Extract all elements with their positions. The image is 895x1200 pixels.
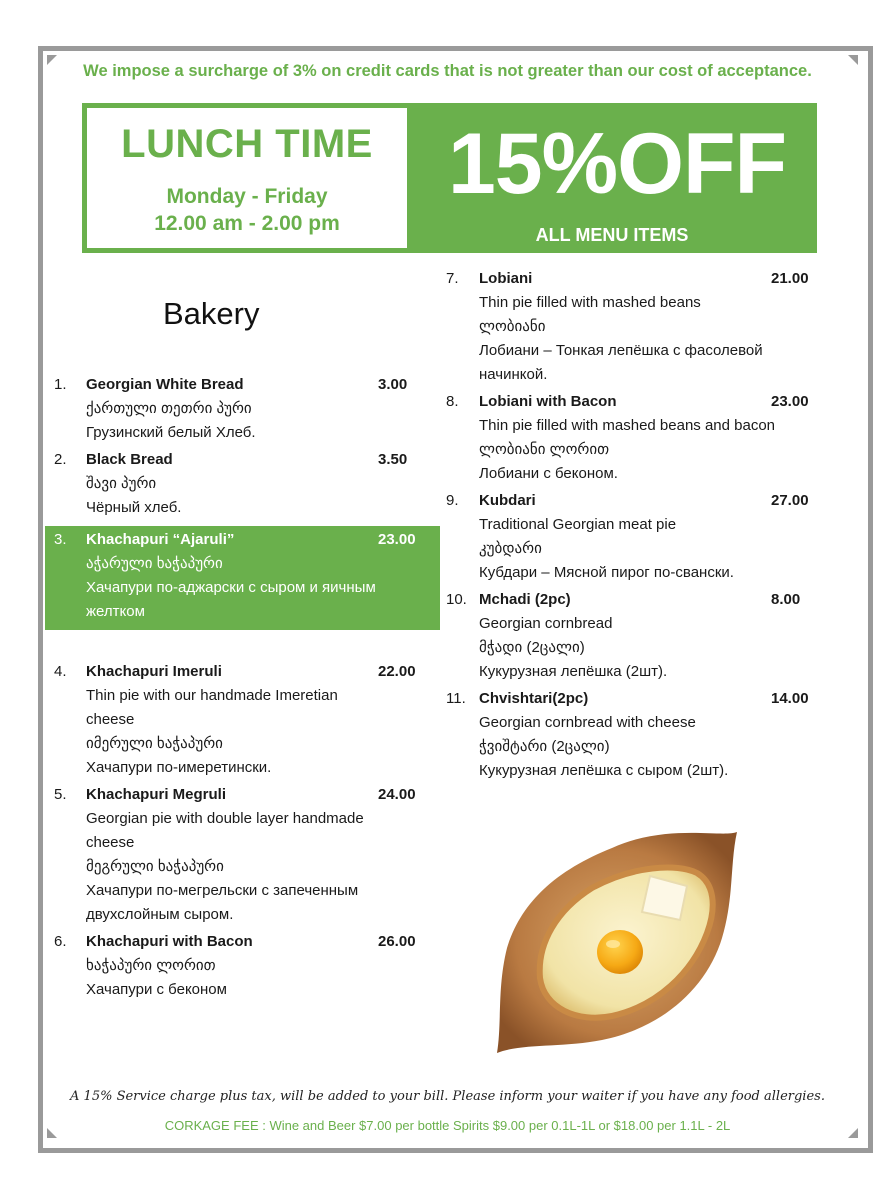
lunch-promo-banner (82, 103, 817, 253)
item-number: 2. (54, 451, 67, 468)
menu-item-5 (54, 783, 431, 927)
menu-item-1 (54, 373, 431, 445)
item-description: Thin pie with our handmade Imeretian cheese (86, 687, 338, 728)
item-georgian: ჭვიშტარი (2ცალი) (479, 738, 610, 755)
item-russian: Лобиани с беконом. (479, 465, 618, 482)
item-georgian: ხაჭაპური ლორით (86, 957, 216, 974)
menu-item-8 (446, 390, 834, 486)
item-number: 4. (54, 663, 67, 680)
item-georgian: ლობიანი (479, 318, 546, 335)
item-georgian: კუბდარი (479, 540, 542, 557)
lunch-time-box (87, 108, 407, 248)
menu-item-2 (54, 448, 431, 520)
item-description: Georgian cornbread (479, 615, 613, 632)
item-description: Georgian cornbread with cheese (479, 714, 696, 731)
item-name: Georgian White Bread (86, 376, 244, 393)
item-price: 23.00 (378, 531, 416, 548)
item-name: Kubdari (479, 492, 536, 509)
frame-top (38, 46, 873, 51)
item-price: 8.00 (771, 591, 801, 608)
discount-scope: ALL MENU ITEMS (535, 225, 689, 245)
item-price: 21.00 (771, 270, 809, 287)
item-name: Mchadi (2pc) (479, 591, 571, 608)
item-georgian: ლობიანი ლორით (479, 441, 610, 458)
item-russian: Лобиани – Тонкая лепёшка с фасолевой начинкой. (479, 342, 763, 383)
frame-bottom (38, 1148, 873, 1153)
surcharge-note: We impose a surcharge of 3% on credit cards that is not greater than our cost of acceptance. (83, 62, 812, 80)
item-russian: Кукурузная лепёшка (2шт). (479, 663, 668, 680)
item-russian: Хачапури по-мегрельски с запеченным двухслойным сыром. (86, 882, 359, 923)
corkage-fee-note: CORKAGE FEE : Wine and Beer $7.00 per bottle Spirits $9.00 per 0.1L-1L or $18.00 per 1.1L - 2L (164, 1118, 731, 1133)
item-russian: Хачапури с беконом (86, 981, 227, 998)
lunch-title: LUNCH TIME (121, 122, 373, 166)
item-number: 10. (446, 591, 467, 608)
item-number: 8. (446, 393, 459, 410)
item-price: 22.00 (378, 663, 416, 680)
item-georgian: შავი პური (86, 475, 157, 492)
item-georgian: მეგრული ხაჭაპური (86, 858, 224, 875)
item-number: 7. (446, 270, 459, 287)
item-russian: Хачапури по-аджарски с сыром и яичным желтком (86, 579, 376, 620)
item-price: 26.00 (378, 933, 416, 950)
item-number: 9. (446, 492, 459, 509)
item-number: 11. (446, 690, 466, 707)
lunch-hours: 12.00 am - 2.00 pm (154, 212, 340, 235)
item-name: Khachapuri Imeruli (86, 663, 222, 680)
menu-item-3 (54, 528, 431, 624)
menu-item-9 (446, 489, 834, 585)
frame-right (868, 46, 873, 1153)
item-number: 1. (54, 376, 67, 393)
item-price: 27.00 (771, 492, 809, 509)
item-name: Chvishtari(2pc) (479, 690, 589, 707)
item-price: 24.00 (378, 786, 416, 803)
item-description: Thin pie filled with mashed beans (479, 294, 701, 311)
menu-item-4 (54, 660, 431, 780)
item-price: 3.50 (378, 451, 408, 468)
menu-item-11 (446, 687, 834, 783)
item-description: Georgian pie with double layer handmade cheese (86, 810, 364, 851)
item-name: Lobiani (479, 270, 533, 287)
item-russian: Чёрный хлеб. (86, 499, 182, 516)
item-price: 14.00 (771, 690, 809, 707)
discount-headline: 15%OFF (447, 116, 787, 212)
frame-left (38, 46, 43, 1153)
item-georgian: მჭადი (2ცალი) (479, 639, 585, 656)
menu-item-6 (54, 930, 431, 1002)
item-number: 5. (54, 786, 67, 803)
item-georgian: ქართული თეთრი პური (86, 400, 252, 417)
item-number: 3. (54, 531, 67, 548)
item-description: Traditional Georgian meat pie (479, 516, 677, 533)
khachapuri-photo (492, 828, 742, 1058)
item-georgian: აჭარული ხაჭაპური (86, 555, 223, 572)
item-description: Thin pie filled with mashed beans and bacon (479, 417, 776, 434)
menu-item-10 (446, 588, 834, 684)
item-name: Lobiani with Bacon (479, 393, 617, 410)
item-russian: Кукурузная лепёшка с сыром (2шт). (479, 762, 729, 779)
item-name: Khachapuri with Bacon (86, 933, 253, 950)
item-name: Khachapuri Megruli (86, 786, 227, 803)
menu-item-7 (446, 267, 834, 387)
lunch-days: Monday - Friday (166, 185, 328, 208)
item-name: Black Bread (86, 451, 173, 468)
item-number: 6. (54, 933, 67, 950)
item-price: 23.00 (771, 393, 809, 410)
item-russian: Хачапури по-имеретински. (86, 759, 272, 776)
section-title: Bakery (163, 296, 260, 331)
service-charge-note: A 15% Service charge plus tax, will be added to your bill. Please inform your waiter if you have any food allergies. (70, 1089, 825, 1104)
item-name: Khachapuri “Ajaruli” (86, 531, 235, 548)
item-georgian: იმერული ხაჭაპური (86, 735, 223, 752)
item-russian: Грузинский белый Хлеб. (86, 424, 256, 441)
egg-yolk (597, 930, 643, 974)
item-price: 3.00 (378, 376, 408, 393)
item-russian: Кубдари – Мясной пирог по-свански. (479, 564, 734, 581)
